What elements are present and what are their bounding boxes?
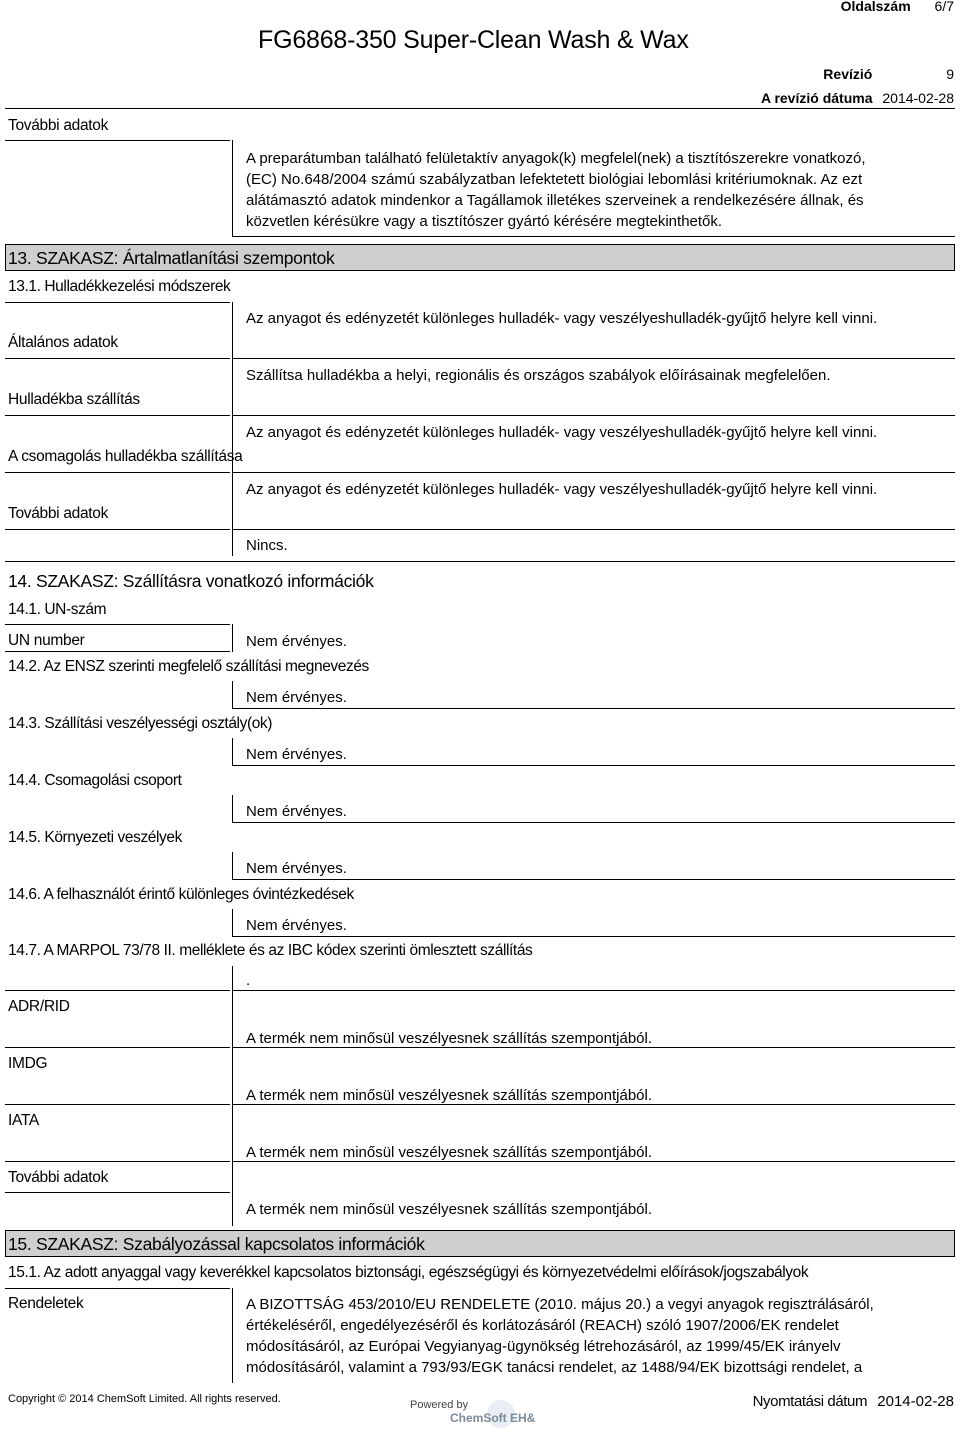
divider <box>5 651 230 652</box>
divider <box>232 879 955 880</box>
regulations-label: Rendeletek <box>8 1295 84 1312</box>
divider <box>232 966 233 1226</box>
divider <box>232 738 233 766</box>
section-14-4-heading: 14.4. Csomagolási csoport <box>8 772 182 789</box>
section-14-2-heading: 14.2. Az ENSZ szerinti megfelelő szállítási megnevezés <box>8 658 369 675</box>
divider <box>232 936 955 937</box>
divider <box>232 1047 955 1048</box>
divider <box>232 529 955 530</box>
row-value: Az anyagot és edényzetét különleges hulladék- vagy veszélyeshulladék-gyűjtő helyre kell vinni. <box>246 310 878 327</box>
copyright: Copyright © 2014 ChemSoft Limited. All rights reserved. <box>8 1393 281 1405</box>
divider <box>232 1104 955 1105</box>
document-title: FG6868-350 Super-Clean Wash & Wax <box>258 26 689 54</box>
divider <box>232 795 233 823</box>
transport-value: A termék nem minősül veszélyesnek szállítás szempontjából. <box>246 1144 653 1161</box>
text-line: értékeléséről, engedélyezéséről és korlátozásáról (REACH) szóló 1907/2006/EK rendelet <box>246 1317 839 1334</box>
divider <box>5 108 955 109</box>
divider <box>5 529 230 530</box>
revision-date-label: A revízió dátuma <box>760 90 873 106</box>
revision-date-value: 2014-02-28 <box>882 90 954 106</box>
page-number <box>841 0 954 14</box>
sub-value: Nem érvényes. <box>246 689 347 706</box>
divider <box>232 765 955 766</box>
row-value: Az anyagot és edényzetét különleges hulladék- vagy veszélyeshulladék-gyűjtő helyre kell vinni. <box>246 481 878 498</box>
print-date <box>753 1393 954 1410</box>
revision <box>823 66 954 82</box>
divider <box>5 302 230 303</box>
chemsoft-logo-icon <box>446 1394 536 1434</box>
un-number-value: Nem érvényes. <box>246 633 347 650</box>
top-label: További adatok <box>8 117 109 134</box>
top-text <box>246 148 951 232</box>
divider <box>5 358 230 359</box>
section-13-subheading: 13.1. Hulladékkezelési módszerek <box>8 278 231 295</box>
transport-label: IATA <box>8 1112 39 1129</box>
row-label: Általános adatok <box>8 334 118 351</box>
divider <box>232 1161 955 1162</box>
transport-label: ADR/RID <box>8 998 70 1015</box>
divider <box>232 681 233 709</box>
divider <box>5 561 955 562</box>
un-number-label: UN number <box>8 632 85 649</box>
section-13-title: 13. SZAKASZ: Ártalmatlanítási szempontok <box>8 248 335 268</box>
divider <box>232 302 233 556</box>
divider <box>5 1192 230 1193</box>
transport-value: A termék nem minősül veszélyesnek szállítás szempontjából. <box>246 1201 653 1218</box>
transport-value: A termék nem minősül veszélyesnek szállítás szempontjából. <box>246 1087 653 1104</box>
divider <box>232 358 955 359</box>
divider <box>232 708 955 709</box>
transport-label: További adatok <box>8 1169 109 1186</box>
row-label: A csomagolás hulladékba szállítása <box>8 448 243 465</box>
divider <box>232 624 233 652</box>
divider <box>232 140 233 237</box>
divider <box>5 1288 230 1289</box>
divider <box>232 472 955 473</box>
svg-text:ChemSoft EH&S: ChemSoft EH&S <box>450 1411 536 1425</box>
row-value: Nincs. <box>246 537 288 554</box>
regulations-text <box>246 1294 951 1378</box>
text-line: A BIZOTTSÁG 453/2010/EU RENDELETE (2010. május 20.) a vegyi anyagok regisztrálásáról, <box>246 1296 874 1313</box>
page-number-value: 6/7 <box>934 0 954 14</box>
divider <box>232 236 955 237</box>
print-date-label: Nyomtatási dátum <box>752 1393 868 1410</box>
revision-label: Revízió <box>823 66 873 82</box>
text-line: alátámasztó adatok mindenkor a Tagállamok illetékes szerveinek a rendelkezésére állnak, és <box>246 192 864 209</box>
text-line: (EC) No.648/2004 számú szabályzatban lefektetett biológiai lebomlási kritériumoknak. Az ezt <box>246 171 863 188</box>
row-value: Szállítsa hulladékba a helyi, regionális és országos szabályok előírásainak megfelelően. <box>246 367 831 384</box>
text-line: módosításáról, az Európai Vegyianyag-ügynökség létrehozásáról, az 1999/45/EK irányelv <box>246 1338 841 1355</box>
sub-value: Nem érvényes. <box>246 746 347 763</box>
section-14-1-heading: 14.1. UN-szám <box>8 601 107 618</box>
sub-value: . <box>246 972 251 989</box>
print-date-value: 2014-02-28 <box>877 1393 954 1410</box>
section-15-title: 15. SZAKASZ: Szabályozással kapcsolatos információk <box>8 1234 425 1254</box>
revision-date <box>761 90 954 106</box>
revision-value: 9 <box>946 66 954 82</box>
divider <box>5 624 230 625</box>
row-label: További adatok <box>8 505 109 522</box>
text-line: módosításáról, valamint a 793/93/EGK tanácsi rendelet, az 1488/94/EK bizottsági rendelet, a <box>246 1359 863 1376</box>
divider <box>5 415 230 416</box>
divider <box>5 472 230 473</box>
sub-value: Nem érvényes. <box>246 860 347 877</box>
divider <box>232 909 233 937</box>
row-value: Az anyagot és edényzetét különleges hulladék- vagy veszélyeshulladék-gyűjtő helyre kell vinni. <box>246 424 878 441</box>
section-14-7-heading: 14.7. A MARPOL 73/78 II. melléklete és az IBC kódex szerinti ömlesztett szállítás <box>8 942 533 959</box>
divider <box>232 415 955 416</box>
transport-value: A termék nem minősül veszélyesnek szállítás szempontjából. <box>246 1030 653 1047</box>
section-14-6-heading: 14.6. A felhasználót érintő különleges óvintézkedések <box>8 886 354 903</box>
page-number-label: Oldalszám <box>840 0 911 14</box>
divider <box>5 990 230 991</box>
divider <box>5 140 230 141</box>
section-14-5-heading: 14.5. Környezeti veszélyek <box>8 829 182 846</box>
divider <box>232 990 955 991</box>
row-label: Hulladékba szállítás <box>8 391 140 408</box>
sub-value: Nem érvényes. <box>246 803 347 820</box>
sub-value: Nem érvényes. <box>246 917 347 934</box>
section-14-title: 14. SZAKASZ: Szállításra vonatkozó információk <box>8 571 374 591</box>
divider <box>232 1288 233 1383</box>
section-14-3-heading: 14.3. Szállítási veszélyességi osztály(ok) <box>8 715 273 732</box>
divider <box>5 1161 230 1162</box>
divider <box>232 852 233 880</box>
powered-by: Powered by <box>410 1399 469 1411</box>
chemsoft-logo <box>446 1394 536 1434</box>
transport-label: IMDG <box>8 1055 48 1072</box>
text-line: közvetlen kérésükre vagy a tisztítószer gyártó kérésére megtekinthetők. <box>246 213 723 230</box>
divider <box>232 822 955 823</box>
text-line: A preparátumban található felületaktív anyagok(k) megfelel(nek) a tisztítószerekre vonatkozó, <box>246 150 866 167</box>
section-15-1-heading: 15.1. Az adott anyaggal vagy keverékkel kapcsolatos biztonsági, egészségügyi és környezetvédelmi előírások/jogszabályok <box>8 1264 809 1281</box>
divider <box>5 1047 230 1048</box>
divider <box>5 1104 230 1105</box>
